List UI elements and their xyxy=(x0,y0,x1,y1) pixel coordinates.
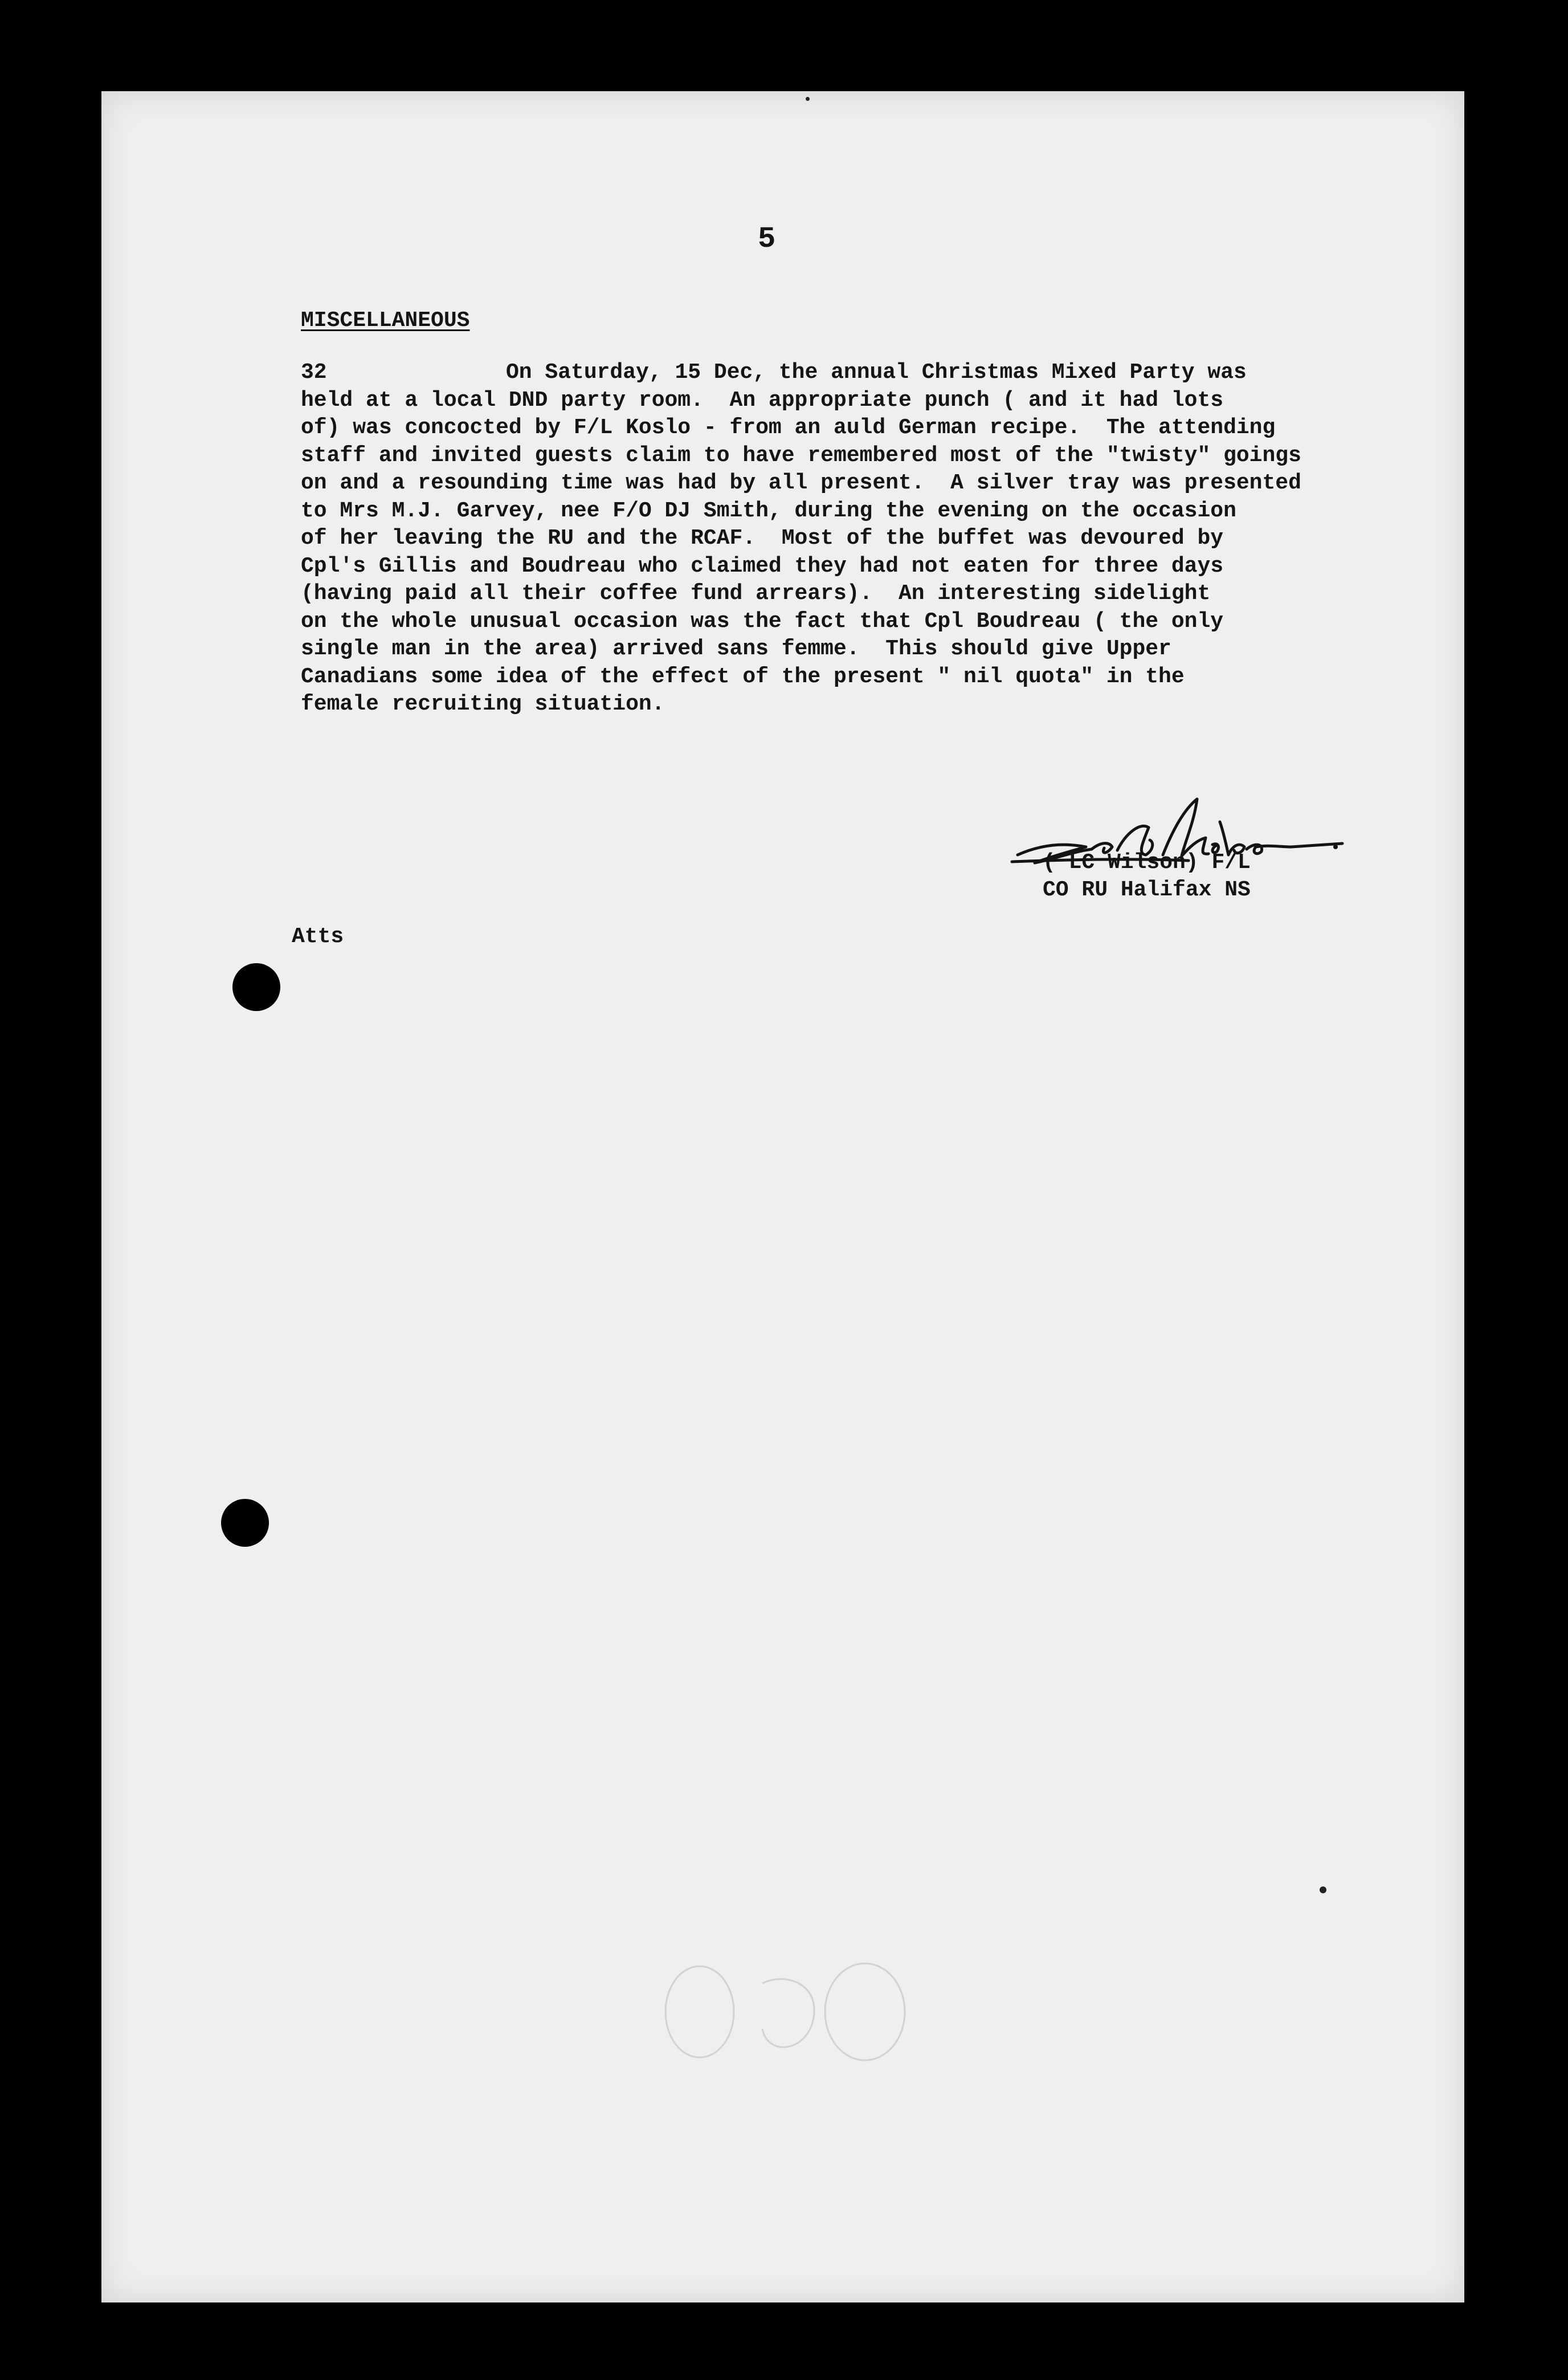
paragraph-line: 32 On Saturday, 15 Dec, the annual Christmas Mixed Party was xyxy=(301,359,1497,387)
paragraph-line: staff and invited guests claim to have remembered most of the "twisty" goings xyxy=(301,443,1301,468)
paragraph-32 xyxy=(301,359,1497,719)
punch-hole xyxy=(232,963,280,1011)
paragraph-line: single man in the area) arrived sans femme. This should give Upper xyxy=(301,637,1171,661)
paragraph-line: of her leaving the RU and the RCAF. Most of the buffet was devoured by xyxy=(301,526,1224,551)
stray-mark xyxy=(806,97,810,101)
paragraph-line: held at a local DND party room. An appropriate punch ( and it had lots xyxy=(301,388,1224,413)
document-page xyxy=(101,91,1464,2302)
page-number: 5 xyxy=(758,222,776,256)
paragraph-line: Cpl's Gillis and Boudreau who claimed they had not eaten for three days xyxy=(301,553,1224,578)
section-heading: MISCELLANEOUS xyxy=(301,308,470,333)
paragraph-line: (having paid all their coffee fund arrears). An interesting sidelight xyxy=(301,581,1211,606)
paragraph-line: female recruiting situation. xyxy=(301,692,665,716)
paragraph-line: on and a resounding time was had by all present. A silver tray was presented xyxy=(301,471,1301,495)
paragraph-line: Canadians some idea of the effect of the present " nil quota" in the xyxy=(301,664,1185,689)
paragraph-line: of) was concocted by F/L Koslo - from an auld German recipe. The attending xyxy=(301,415,1276,440)
stray-mark xyxy=(1320,1886,1326,1893)
paragraph-line: to Mrs M.J. Garvey, nee F/O DJ Smith, during the evening on the occasion xyxy=(301,498,1236,523)
signatory-title: CO RU Halifax NS xyxy=(1043,878,1251,902)
signatory-name: ( LC Wilson) F/L xyxy=(1043,850,1251,875)
punch-hole xyxy=(221,1499,269,1547)
attachments-label: Atts xyxy=(292,924,344,949)
paragraph-number: 32 xyxy=(301,360,327,385)
paragraph-line: on the whole unusual occasion was the fact that Cpl Boudreau ( the only xyxy=(301,609,1224,634)
faint-smudge xyxy=(648,1949,922,2075)
